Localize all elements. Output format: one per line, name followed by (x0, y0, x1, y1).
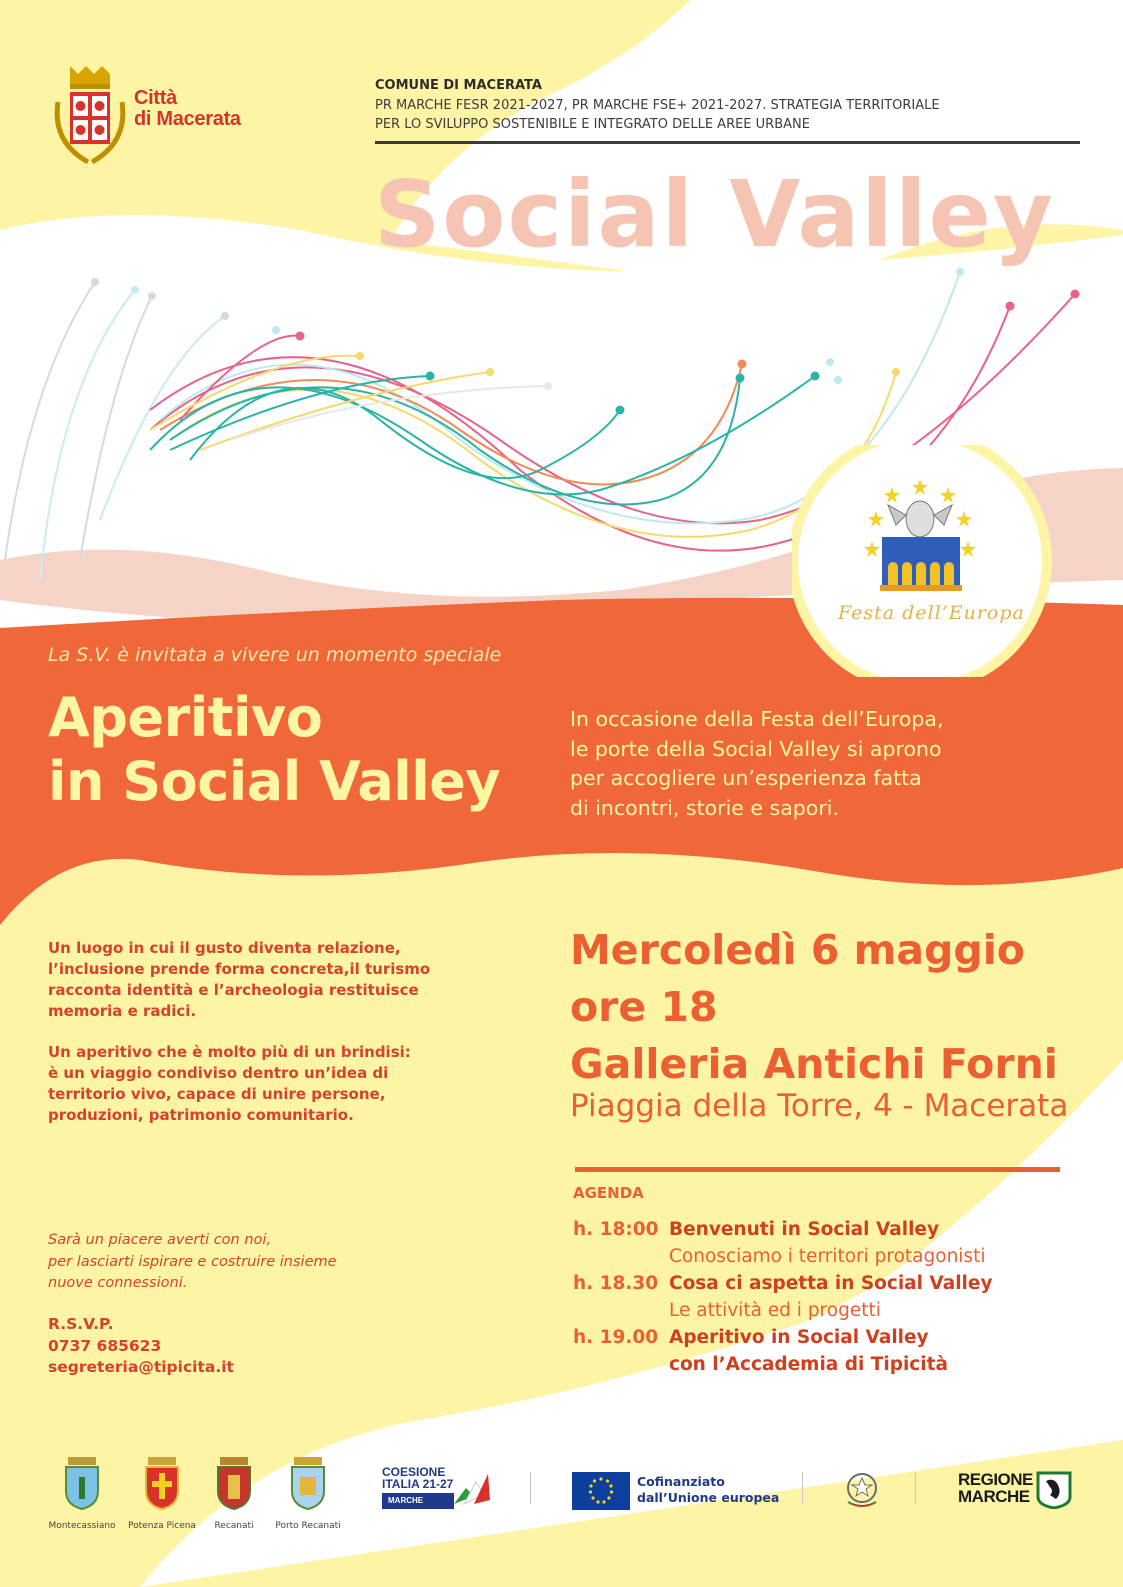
agenda-subtitle: Conosciamo i territori protagonisti (669, 1246, 986, 1267)
city-name-line1: Città (134, 87, 177, 109)
festa-europa-logo (792, 445, 1062, 677)
regione-marche-emblem-icon (1036, 1471, 1072, 1509)
coat-of-arms-icon (288, 1455, 328, 1511)
intro-line: In occasione della Festa dell’Europa, (570, 707, 944, 731)
italian-republic-emblem-icon (844, 1470, 880, 1510)
agenda-content (669, 1270, 993, 1324)
text-line: l’inclusione prende forma concreta,il turismo (48, 960, 431, 978)
text-line: è un viaggio condiviso dentro un’idea di (48, 1064, 389, 1082)
intro-line: le porte della Social Valley si aprono (570, 736, 942, 761)
event-title-line1: Aperitivo (48, 686, 323, 749)
event-date: Mercoledì 6 maggio (570, 926, 1025, 974)
agenda-subtitle: con l’Accademia di Tipicità (669, 1354, 948, 1375)
municipality-label: Montecassiano (48, 1521, 116, 1531)
city-name-line2: di Macerata (134, 108, 241, 130)
rsvp-email-link[interactable]: segreteria@tipicita.it (48, 1358, 234, 1376)
rsvp-label: R.S.V.P. (48, 1315, 114, 1333)
agenda-content (669, 1324, 948, 1378)
agenda-item (573, 1324, 993, 1378)
footer-divider (915, 1472, 916, 1504)
coat-of-arms-icon (62, 1455, 102, 1511)
program-line2: PER LO SVILUPPO SOSTENIBILE E INTEGRATO DELLE AREE URBANE (375, 117, 810, 132)
eu-cofinanced-label (637, 1474, 779, 1506)
city-name (134, 88, 241, 130)
agenda-heading: AGENDA (573, 1184, 644, 1202)
text-line: per lasciarti ispirare e costruire insieme (48, 1253, 337, 1270)
text-line: Un luogo in cui il gusto diventa relazione, (48, 939, 401, 957)
eu-line1: Cofinanziato (637, 1474, 725, 1489)
agenda-title: Cosa ci aspetta in Social Valley (669, 1273, 993, 1294)
text-line: territorio vivo, capace di unire persone, (48, 1085, 386, 1103)
eu-line2: dall’Unione europea (637, 1490, 780, 1505)
coesione-region: MARCHE (382, 1493, 454, 1509)
footer-divider (530, 1472, 531, 1504)
program-line1: PR MARCHE FESR 2021-2027, PR MARCHE FSE+ 2021-2027. STRATEGIA TERRITORIALE (375, 97, 940, 113)
agenda-content (669, 1216, 985, 1270)
municipality-label: Potenza Picena (128, 1521, 196, 1531)
text-line: nuove connessioni. (48, 1275, 188, 1291)
rsvp-phone[interactable]: 0737 685623 (48, 1336, 162, 1355)
event-venue: Galleria Antichi Forni (570, 1040, 1058, 1088)
rsvp-block (48, 1314, 234, 1379)
eu-flag-icon (572, 1472, 630, 1510)
intro-line: per accogliere un’esperienza fatta (570, 766, 922, 790)
event-address: Piaggia della Torre, 4 - Macerata (570, 1088, 1069, 1124)
festa-europa-label: Festa dell’Europa (838, 602, 1025, 624)
agenda-title: Aperitivo in Social Valley (669, 1327, 929, 1348)
organization-name: COMUNE DI MACERATA (375, 78, 542, 93)
coesione-line2: ITALIA 21-27 (382, 1477, 454, 1491)
agenda-time: h. 18.30 (573, 1273, 659, 1294)
event-divider (575, 1167, 1060, 1172)
regione-marche-logo (958, 1471, 1033, 1505)
municipality-potenza-picena (122, 1455, 202, 1531)
agenda-list (573, 1216, 993, 1378)
agenda-item (573, 1270, 993, 1324)
header-divider (375, 141, 1080, 144)
header-text (375, 76, 1080, 135)
region-line2: MARCHE (958, 1487, 1030, 1506)
description-paragraph-2 (48, 1042, 438, 1126)
project-title: Social Valley (374, 161, 1055, 268)
municipality-label: Porto Recanati (275, 1521, 341, 1531)
description-text (48, 938, 438, 1146)
event-title (48, 686, 500, 814)
text-line: Sarà un piacere averti con noi, (48, 1232, 272, 1248)
event-title-line2: in Social Valley (48, 750, 501, 813)
event-details (570, 922, 1058, 1093)
text-line: produzioni, patrimonio comunitario. (48, 1106, 354, 1124)
intro-paragraph (570, 705, 990, 823)
coesione-line1: COESIONE (382, 1465, 446, 1479)
agenda-subtitle: Le attività ed i progetti (669, 1300, 881, 1321)
text-line: racconta identità e l’archeologia restituisce (48, 981, 419, 999)
municipality-montecassiano (42, 1455, 122, 1531)
municipality-recanati (194, 1455, 274, 1531)
event-time: ore 18 (570, 983, 718, 1031)
coesione-arrows-icon (452, 1468, 492, 1508)
agenda-time: h. 18:00 (573, 1219, 659, 1240)
coat-of-arms-icon (214, 1455, 254, 1511)
text-line: memoria e radici. (48, 1002, 197, 1020)
agenda-time: h. 19.00 (573, 1327, 659, 1348)
description-paragraph-1 (48, 938, 438, 1022)
intro-line: di incontri, storie e sapori. (570, 795, 839, 820)
coat-of-arms-icon (142, 1455, 182, 1511)
coesione-italia-logo (382, 1466, 454, 1509)
invite-line: La S.V. è invitata a vivere un momento speciale (48, 644, 502, 666)
footer-divider (802, 1472, 803, 1504)
region-line1: REGIONE (958, 1470, 1033, 1489)
municipality-label: Recanati (214, 1521, 254, 1531)
city-coat-of-arms-logo (48, 62, 132, 170)
municipality-porto-recanati (268, 1455, 348, 1531)
text-line: Un aperitivo che è molto più di un brindisi: (48, 1043, 411, 1061)
agenda-item (573, 1216, 993, 1270)
agenda-title: Benvenuti in Social Valley (669, 1219, 940, 1240)
closing-text (48, 1230, 408, 1295)
